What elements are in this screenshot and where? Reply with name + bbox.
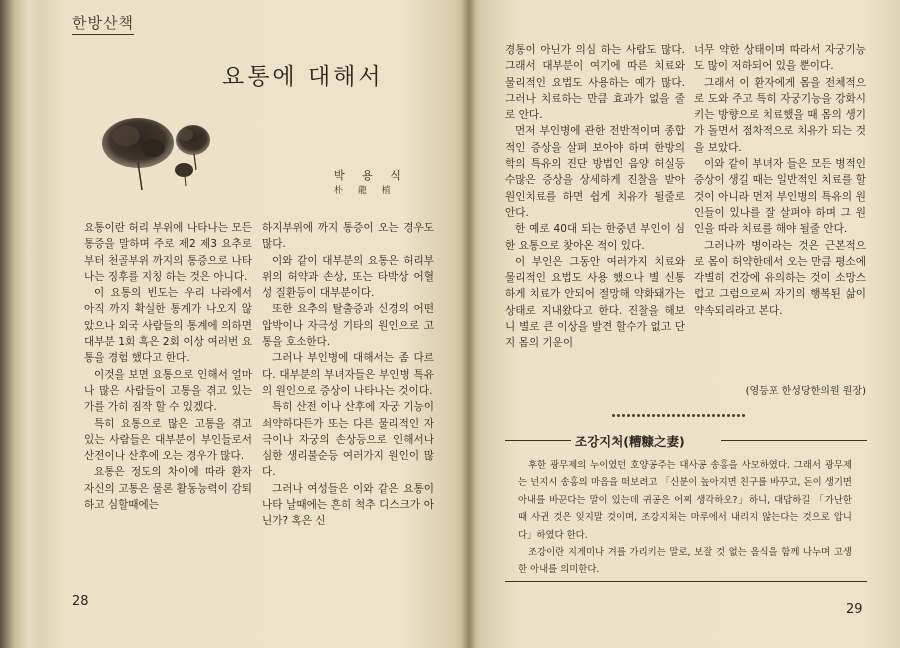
heading-rule-left	[505, 440, 571, 441]
paragraph: 그래서 이 환자에게 몸을 전체적으로 도와 주고 특히 자궁기능을 강화시키는 방향으로 치료했을 때 몸의 생기가 돌면서 점차적으로 치유가 되는 것을 보았다.	[694, 76, 866, 154]
article-column-right-2	[694, 42, 866, 319]
paragraph: 경통이 아닌가 의심 하는 사람도 많다. 그래서 대부분이 여기에 따른 치료와 물리적인 요법도 사용하는 예가 많다. 그러나 치료하는 만큼 효과가 없을 줄로 안다.	[505, 44, 685, 122]
sidebar-heading: 조강지처(糟糠之妻)	[575, 434, 685, 449]
paragraph: 특히 산전 이나 산후에 자궁 기능이 쇠약하다든가 또는 다른 물리적인 자극이나 자궁의 손상등으로 인해서나 심한 생리불순등 여러가지 원인이 많다.	[262, 401, 434, 479]
book-gutter	[462, 0, 476, 648]
sidebar-heading-row	[505, 432, 867, 448]
author-affiliation: (영등포 한성당한의원 원장)	[745, 386, 866, 397]
sidebar-body	[518, 457, 852, 579]
article-column-left-1	[84, 220, 252, 513]
author-name-hanja: 朴 龍 植	[334, 186, 397, 196]
paragraph: 이와 같이 부녀자 들은 모든 병적인 증상이 생길 때는 일반적인 치료를 할 것이 아니라 먼저 부인병의 특유의 원인들이 있나를 잘 살펴야 하며 그 원인을 따라 치료를 해야 될줄 안다.	[694, 158, 866, 236]
paragraph: 후한 광무제의 누이였던 호양공주는 대사공 송홍을 사모하였다. 그래서 광무제는 넌지시 송홍의 마음을 떠보려고 「신분이 높아지면 친구를 바꾸고, 돈이 생기면 아내를 바꾼다는 말이 있는데 귀공은 어찌 생각하오?」하니, 대답하길 「가난한 때 사귄 것은 잊지말 것이며, 조강지처는 마루에서 내리지 않는다는 것으로 압니다」하였다 한다.	[518, 460, 852, 541]
paragraph: 그러나 부인병에 대해서는 좀 다르다. 대부분의 부녀자들은 부인병 특유의 원인으로 증상이 나타나는 것이다.	[262, 352, 434, 397]
heading-rule-right	[721, 440, 867, 441]
paragraph: 하지부위에 까지 통증이 오는 경우도 많다.	[262, 222, 434, 251]
author-name: 박 용 식	[334, 169, 408, 182]
paragraph: 한 예로 40대 되는 한중년 부인이 심한 요통으로 찾아온 적이 있다.	[505, 223, 685, 252]
paragraph: 이 부인은 그동안 여러가지 치료와 물리적인 요법도 사용 했으나 별 신통하게 치료가 안되어 절망해 약화돼가는 상태로 지내왔다고 한다. 진찰을 해보니 별로 큰 이상을 발견 할수가 없고 단지 몸의 기운이	[505, 255, 685, 350]
paragraph: 그러나 여성들은 이와 같은 요통이 나타 날때에는 흔히 척추 디스크가 아닌가? 혹은 신	[262, 482, 434, 528]
paragraph: 또한 요추의 탈출증과 신경의 어떤 압박이나 자극성 기타의 원인으로 고통을 호소한다.	[262, 303, 434, 349]
paragraph: 요통은 정도의 차이에 따라 환자 자신의 고통은 물론 활동능력이 감퇴하고 심할때에는	[84, 466, 252, 512]
page-number-left: 28	[72, 594, 89, 609]
paragraph: 먼저 부인병에 관한 전반적이며 종합적인 증상을 살펴 보아야 하며 한방의학의 특유의 진단 방법인 음양 허실등 수많은 증상을 상세하게 진찰을 받아 원인치료를 하면 쉽게 치유가 될줄로 안다.	[505, 125, 685, 219]
sidebar-bottom-rule	[505, 581, 867, 582]
paragraph: 조강이란 지게미나 겨를 가리키는 말로, 보잘 것 없는 음식을 함께 나누며 고생한 아내를 의미한다.	[518, 547, 852, 576]
article-title: 요통에 대해서	[222, 64, 384, 90]
ink-tree-illustration	[98, 110, 228, 200]
paragraph: 요통이란 허리 부위에 나타나는 모든 통증을 말하며 주로 제2 제3 요추로 부터 천골부위 까지의 통증으로 나타나는 징후를 지칭 하는 것은 아니다.	[84, 222, 252, 283]
article-column-right-1	[505, 42, 685, 352]
page-number-right: 29	[846, 602, 863, 617]
paragraph: 특히 요통으로 많은 고통을 겪고 있는 사람들은 대부분이 부인들로서 산전이나 산후에 오는 경우가 많다.	[84, 417, 252, 463]
article-column-left-2	[262, 220, 434, 530]
dotted-divider	[612, 405, 748, 413]
paragraph: 이 요통의 빈도는 우리 나라에서 아직 까지 확실한 통계가 나오지 않았으나 외국 사람들의 통계에 의하면 대부분 1회 혹은 2회 이상 여러번 요통을 경험 했다고 한다.	[84, 287, 252, 365]
paragraph: 그러나까 병이라는 것은 근본적으로 몸이 허약한데서 오는 만큼 평소에 각별히 건강에 유의하는 것이 소망스럽고 그럼으로써 자기의 행복된 삶이 약속되리라고 본다.	[694, 239, 866, 317]
paragraph: 이와 같이 대부분의 요통은 허리부위의 허약과 손상, 또는 타박상 어혈성 질환등이 대부분이다.	[262, 254, 434, 300]
section-label: 한방산책	[72, 12, 134, 35]
paragraph: 이것을 보면 요통으로 인해서 얼마나 많은 사람들이 고통을 겪고 있는 가를 가히 짐작 할 수 있겠다.	[84, 368, 252, 414]
paragraph: 너무 약한 상태이며 따라서 자궁기능도 많이 저하되어 있을 뿐이다.	[694, 44, 866, 73]
